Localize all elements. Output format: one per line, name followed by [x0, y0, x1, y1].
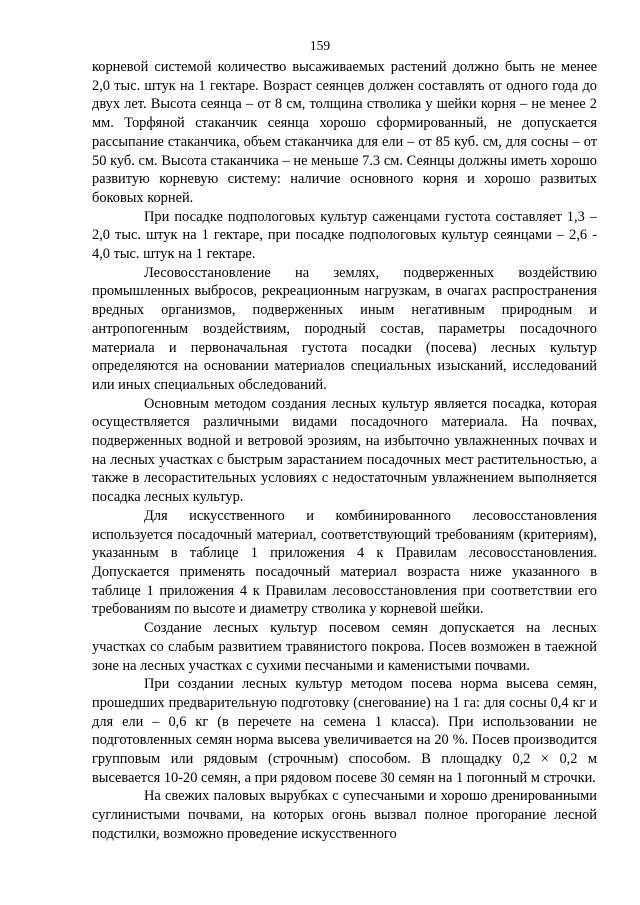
paragraph-continuation: корневой системой количество высаживаемых растений должно быть не менее 2,0 тыс. штук на 1 гектаре. Возраст сеянцев должен составлять от одного года до двух лет. Высота сеянца – от 8 см, толщина стволика у шейки корня – не менее 2 мм. Торфяной стаканчик сеянца хорошо сформированный, не допускается рассыпание стаканчика, объем стаканчика для ели – от 85 куб. см, для сосны – от 50 куб. см. Высота стаканчика – не меньше 7.3 см. Сеянцы должны иметь хорошо развитую корневую систему: наличие основного корня и хорошо развитых боковых корней.: [92, 59, 597, 206]
paragraph-underplanting-density: При посадке подпологовых культур саженцами густота составляет 1,3 – 2,0 тыс. штук на 1 гектаре, при посадке подпологовых культур сеянцами – 2,6 - 4,0 тыс. штук на 1 гектаре.: [92, 208, 597, 263]
paragraph-reforestation-conditions: Лесовосстановление на землях, подверженных воздействию промышленных выбросов, рекреационным нагрузкам, в очагах распространения вредных организмов, подверженных иным негативным природным и антропогенным воздействиям, породный состав, параметры посадочного материала и первоначальная густота посадки (посева) лесных культур определяются на основании материалов специальных изысканий, исследований или иных специальных обследований.: [92, 264, 597, 393]
paragraph-planting-material: Для искусственного и комбинированного лесовосстановления используется посадочный материал, соответствующий требованиям (критериям), указанным в таблице 1 приложения 4 к Правилам лесовосстановления. Допускается применять посадочный материал возраста ниже указанного в таблице 1 приложения 4 к Правилам лесовосстановления при соответствии его требованиям по высоте и диаметру стволика у корневой шейки.: [92, 507, 597, 618]
page-number: 159: [309, 38, 331, 53]
paragraph-seeding: Создание лесных культур посевом семян допускается на лесных участках со слабым развитием травянистого покрова. Посев возможен в таежной зоне на лесных участках с сухими песчаными и каменистыми почвами.: [92, 620, 597, 674]
paragraph-burned-clearings: На свежих паловых вырубках с супесчаными и хорошо дренированными суглинистыми почвами, на которых огонь вызвал полное прогорание лесной подстилки, возможно проведение искусственного: [92, 788, 597, 842]
paragraph-seeding-rate: При создании лесных культур методом посева норма высева семян, прошедших предварительную подготовку (снегование) на 1 га: для сосны 0,4 кг и для ели – 0,6 кг (в перечете на семена 1 класса). При использовании не подготовленных семян норма высева увеличивается на 20 %. Посев производится групповым или рядовым (строчным) способом. В площадку 0,2 × 0,2 м высевается 10-20 семян, а при рядовом посеве 30 семян на 1 погонный м строчки.: [92, 676, 597, 786]
paragraph-planting-method: Основным методом создания лесных культур является посадка, которая осуществляется различными видами посадочного материала. На почвах, подверженных водной и ветровой эрозиям, на избыточно увлажненных почвах и на лесных участках с быстрым зарастанием посадочных мест растительностью, а также в лесорастительных условиях с недостаточным увлажнением выполняется посадка лесных культур.: [92, 395, 597, 506]
document-body: [92, 58, 597, 844]
